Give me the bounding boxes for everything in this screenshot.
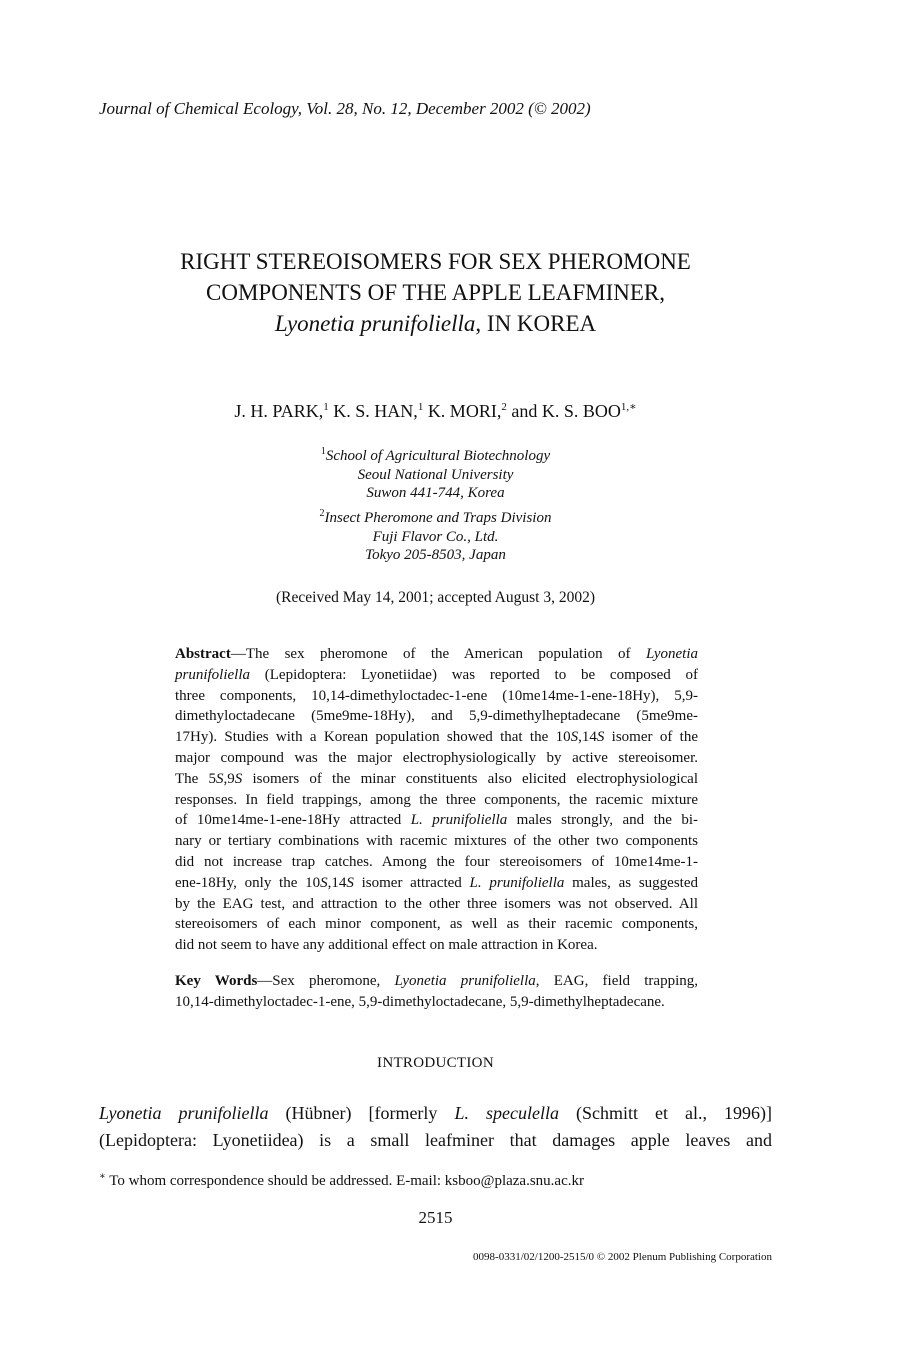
section-heading: INTRODUCTION xyxy=(377,1055,494,1071)
title-species: Lyonetia prunifoliella xyxy=(274,311,476,336)
abstract-text: isomers of the minar constituents also elicited electrophysiological xyxy=(242,770,698,787)
abstract-species: Lyonetia xyxy=(645,646,698,662)
abstract-line: three components, 10,14-dimethyloctadec-1-ene (10me14me-1-ene-18Hy), 5,9- xyxy=(175,687,698,704)
abstract-text: males strongly, and the bi- xyxy=(507,812,698,829)
abstract-line: nary or tertiary combinations with racemic mixtures of the other two components xyxy=(175,833,698,850)
correspondence-footnote xyxy=(99,1173,584,1190)
intro-species: Lyonetia prunifoliella xyxy=(99,1103,269,1123)
title-line-3 xyxy=(0,308,871,339)
abstract-label: Abstract xyxy=(175,646,231,662)
author-boo: and K. S. BOO xyxy=(506,401,621,421)
received-dates: (Received May 14, 2001; accepted August 3, 2002) xyxy=(276,589,595,606)
abstract-text: —The sex pheromone of the American population of xyxy=(230,646,646,662)
title-line-1: RIGHT STEREOISOMERS FOR SEX PHEROMONE xyxy=(180,249,691,274)
author-mori: K. MORI, xyxy=(423,401,502,421)
abstract-line xyxy=(175,665,698,686)
footnote-mark: ∗ xyxy=(99,1171,106,1182)
affiliation-1-line-2: Seoul National University xyxy=(357,466,514,483)
stereo-descriptor: S xyxy=(320,874,328,891)
abstract-species: L. prunifoliella xyxy=(410,812,508,829)
affiliation-1 xyxy=(0,447,871,503)
abstract-text: ,9 xyxy=(223,770,235,787)
author-park: J. H. PARK, xyxy=(234,401,324,421)
abstract-line: dimethyloctadecane (5me9me-18Hy), and 5,9-dimethylheptadecane (5me9me- xyxy=(175,708,698,725)
key-words-species: Lyonetia prunifoliella xyxy=(394,973,536,989)
affiliation-2 xyxy=(0,509,871,565)
stereo-descriptor: S xyxy=(346,874,354,891)
copyright-line: 0098-0331/02/1200-2515/0 © 2002 Plenum Publishing Corporation xyxy=(473,1251,772,1263)
intro-line xyxy=(99,1100,772,1127)
title-line-3-rest: , IN KOREA xyxy=(475,311,597,336)
intro-text: (Schmitt et al., 1996)] xyxy=(558,1103,772,1123)
abstract-line xyxy=(175,727,698,748)
abstract-species: L. prunifoliella xyxy=(469,874,565,891)
affiliation-2-mark: 2 xyxy=(319,508,325,519)
article-title xyxy=(0,246,871,339)
abstract-text: (Lepidoptera: Lyonetiidae) was reported to be composed of xyxy=(250,666,698,683)
author-list xyxy=(0,401,871,422)
stereo-descriptor: S xyxy=(570,729,579,746)
stereo-descriptor: S xyxy=(216,770,224,787)
affiliation-1-school: School of Agricultural Biotechnology xyxy=(325,448,551,464)
affiliation-2-line-1 xyxy=(0,509,871,528)
abstract-text: 17Hy). Studies with a Korean population showed that the 10 xyxy=(175,729,571,746)
abstract-species: prunifoliella xyxy=(175,666,250,683)
key-words-text: , EAG, field trapping, xyxy=(535,973,698,989)
abstract-text: ,14 xyxy=(578,729,597,746)
author-han: K. S. HAN, xyxy=(328,401,418,421)
journal-header: Journal of Chemical Ecology, Vol. 28, No. 12, December 2002 (© 2002) xyxy=(99,99,591,118)
intro-line: (Lepidoptera: Lyonetiidea) is a small leafminer that damages apple leaves and xyxy=(99,1130,772,1150)
abstract xyxy=(175,644,698,956)
abstract-line xyxy=(175,769,698,790)
abstract-line: stereoisomers of each minor component, as well as their racemic components, xyxy=(175,916,698,933)
intro-species: L. speculella xyxy=(454,1103,559,1123)
key-words xyxy=(175,971,715,1013)
introduction-text xyxy=(99,1100,772,1154)
abstract-line: major compound was the major electrophysiologically by active stereoisomer. xyxy=(175,749,698,766)
abstract-text: ,14 xyxy=(327,874,347,891)
key-words-label: Key Words xyxy=(175,973,258,989)
affiliation-1-line-3: Suwon 441-744, Korea xyxy=(366,485,505,501)
abstract-line: by the EAG test, and attraction to the other three isomers was not observed. All xyxy=(175,895,698,912)
author-boo-affil: 1,∗ xyxy=(620,401,637,413)
abstract-text: isomer attracted xyxy=(353,874,470,891)
abstract-text: males, as suggested xyxy=(564,874,698,891)
author-han-affil: 1 xyxy=(417,401,424,413)
author-park-affil: 1 xyxy=(323,401,329,413)
abstract-text: The 5 xyxy=(175,770,217,787)
author-mori-affil: 2 xyxy=(501,401,507,413)
key-words-line xyxy=(175,971,698,992)
footnote-text: To whom correspondence should be addressed. E-mail: ksboo@plaza.snu.ac.kr xyxy=(105,1173,584,1189)
abstract-line xyxy=(175,644,698,665)
intro-text: (Hübner) [formerly xyxy=(268,1103,455,1123)
abstract-text: ene-18Hy, only the 10 xyxy=(175,874,321,891)
abstract-text: of 10me14me-1-ene-18Hy attracted xyxy=(175,812,411,829)
abstract-line xyxy=(175,810,698,831)
stereo-descriptor: S xyxy=(234,770,243,787)
affiliation-2-line-3: Tokyo 205-8503, Japan xyxy=(365,547,506,563)
abstract-line: did not seem to have any additional effect on male attraction in Korea. xyxy=(175,937,598,954)
page-number: 2515 xyxy=(418,1208,453,1227)
affiliation-1-mark: 1 xyxy=(320,446,326,457)
affiliation-2-line-2: Fuji Flavor Co., Ltd. xyxy=(372,528,499,545)
affiliation-1-line-1 xyxy=(0,447,871,466)
title-line-2: COMPONENTS OF THE APPLE LEAFMINER, xyxy=(206,280,665,305)
stereo-descriptor: S xyxy=(596,729,605,746)
abstract-line: responses. In field trappings, among the three components, the racemic mixture xyxy=(175,791,698,808)
abstract-text: isomer of the xyxy=(604,729,698,746)
key-words-text: —Sex pheromone, xyxy=(257,973,395,989)
key-words-line: 10,14-dimethyloctadec-1-ene, 5,9-dimethyloctadecane, 5,9-dimethylheptadecane. xyxy=(175,993,665,1010)
abstract-line: did not increase trap catches. Among the four stereoisomers of 10me14me-1- xyxy=(175,853,698,870)
abstract-line xyxy=(175,873,698,894)
affiliation-2-division: Insect Pheromone and Traps Division xyxy=(324,510,552,526)
